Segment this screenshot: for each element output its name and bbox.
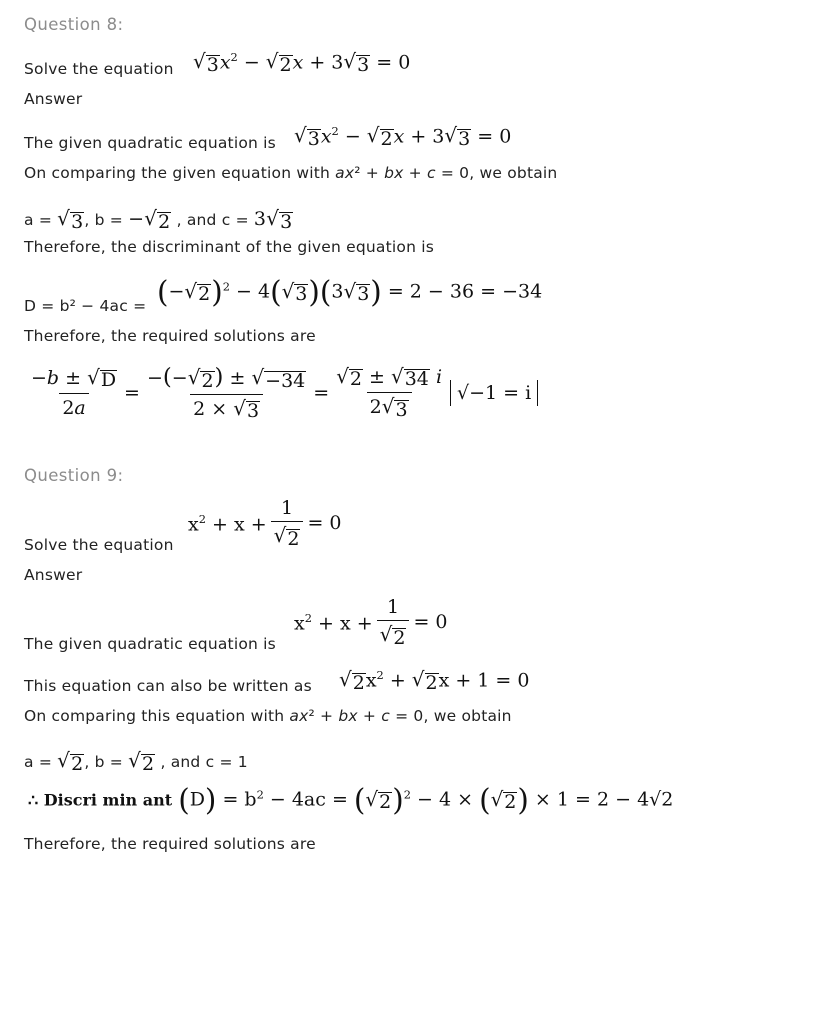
q8-standard-form: ax² + bx + c = 0	[335, 164, 470, 182]
question-9-heading: Question 9:	[24, 466, 124, 485]
q8-equation: √ 3 $x^2$ − √ 2 x + 3 √ 3 = 0	[193, 49, 411, 76]
q8-discriminant-text: Therefore, the discriminant of the given equation is	[24, 238, 435, 256]
q9-d-value: = 2 − 4√2	[575, 788, 674, 811]
q8-solutions-text: Therefore, the required solutions are	[24, 327, 316, 345]
q8-answer-label: Answer	[24, 90, 83, 108]
q8-coefficients: a = √ 3 , b = − √ 2 , and c = 3 √ 3	[24, 206, 293, 233]
q9-c-label: , and c = 1	[160, 753, 248, 771]
q9-compare-line	[24, 707, 512, 725]
q8-compare-suffix: , we obtain	[469, 164, 558, 182]
q8-compare-line	[24, 164, 557, 182]
q8-imaginary-note: √−1 = i	[450, 380, 538, 406]
q8-a-label: a =	[24, 211, 53, 229]
q8-solution-formula: −b ± √ D 2a = −(− √ 2 ) ± √ −34 2 × √ 3 = √ 2 ± √ 34 i 2 √ 3	[31, 363, 443, 423]
q8-b-label: , b =	[84, 211, 123, 229]
q8-c-label: , and c =	[176, 211, 249, 229]
q8-prompt: Solve the equation	[24, 60, 174, 78]
q8-given-equation: √ 3 $x^2$ − √ 2 x + 3 √ 3 = 0	[294, 123, 512, 150]
q9-given-equation: $x^2 + x$ + 1 √ 2 = 0	[294, 596, 448, 649]
q8-given-text: The given quadratic equation is	[24, 134, 276, 152]
q9-b-label: , b =	[84, 753, 123, 771]
q8-d-label: D = b² − 4ac =	[24, 297, 147, 315]
q9-prompt: Solve the equation	[24, 536, 174, 554]
q9-given-text: The given quadratic equation is	[24, 635, 276, 653]
q9-compare-prefix: On comparing this equation with	[24, 707, 285, 725]
q9-compare-suffix: , we obtain	[423, 707, 512, 725]
q9-discriminant-calc: ∴ Discri min ant $(D) = b^2 - 4ac$ = ( √ 2 )$^2$ − 4 × ( √ 2 ) × 1 = 2 − 4√2	[28, 783, 674, 817]
q8-compare-prefix: On comparing the given equation with	[24, 164, 331, 182]
q9-coefficients: a = √ 2 , b = √ 2 , and c = 1	[24, 748, 248, 775]
q9-rewritten-text: This equation can also be written as	[24, 677, 312, 695]
q9-discriminant-label: ∴ Discri min ant	[28, 790, 173, 810]
q9-standard-form: ax² + bx + c = 0	[289, 707, 424, 725]
q8-discriminant-calc: (− √ 2 )$^2$ − 4( √ 3 )(3 √ 3 ) = 2 − 36 = −34	[157, 275, 543, 309]
q8-d-value: = 2 − 36 = −34	[387, 280, 543, 303]
q9-equation: $x^2 + x$ + 1 √ 2 = 0	[188, 497, 342, 550]
q9-answer-label: Answer	[24, 566, 83, 584]
q9-rewritten-equation: √ 2 $x^2$ + √ 2 x + 1 = 0	[339, 667, 530, 694]
question-8-heading: Question 8:	[24, 15, 124, 34]
q9-solutions-text: Therefore, the required solutions are	[24, 835, 316, 853]
q9-a-label: a =	[24, 753, 53, 771]
